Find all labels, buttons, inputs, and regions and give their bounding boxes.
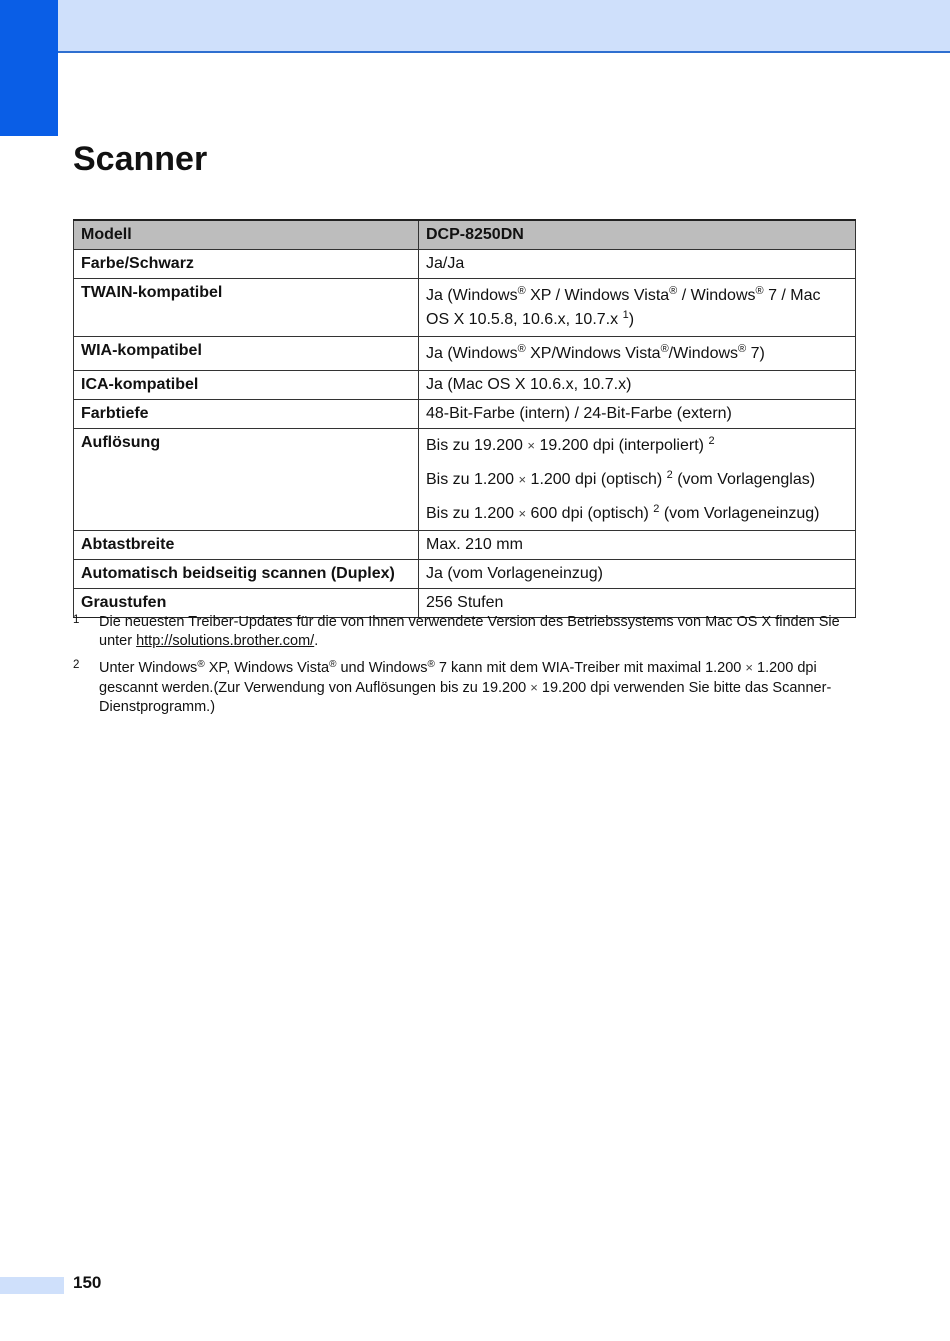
table-row [74,560,856,589]
row-value [419,429,856,531]
table-row [74,337,856,371]
table-row [74,371,856,400]
footnote-number: 2 [73,659,80,671]
row-value: Ja (Mac OS X 10.6.x, 10.7.x) [419,371,856,400]
row-key: Auflösung [74,429,419,531]
row-key: Graustufen [74,589,419,618]
table-row [74,531,856,560]
row-key: Farbtiefe [74,400,419,429]
row-value [419,279,856,337]
row-key: ICA-kompatibel [74,371,419,400]
twain-value: Ja (Windows® XP / Windows Vista® / Windows® 7 / Mac OS X 10.5.8, 10.6.x, 10.7.x $^1$) [426,285,821,328]
footnote [73,658,858,717]
table-row [74,429,856,531]
row-value: Max. 210 mm [419,531,856,560]
chapter-tab [0,0,58,136]
page-number: 150 [73,1273,102,1292]
resolution-interpolated: Bis zu 19.200 × 19.200 dpi (interpoliert) $^2$ [426,435,715,454]
row-value [419,337,856,371]
table-row [74,400,856,429]
page-title: Scanner [73,140,208,178]
header-value: DCP-8250DN [419,220,856,250]
wia-value: Ja (Windows® XP/Windows Vista®/Windows® 7) [426,343,765,362]
table-row [74,279,856,337]
header-band [0,0,950,53]
footnote-number: 1 [73,614,80,626]
resolution-adf: Bis zu 1.200 × 600 dpi (optisch) $^2$ (vom Vorlageneinzug) [426,503,820,522]
resolution-glass: Bis zu 1.200 × 1.200 dpi (optisch) $^2$ (vom Vorlagenglas) [426,469,816,488]
row-key: WIA-kompatibel [74,337,419,371]
support-link[interactable]: http://solutions.brother.com/ [136,633,315,649]
row-key: Automatisch beidseitig scannen (Duplex) [74,560,419,589]
row-value: Ja (vom Vorlageneinzug) [419,560,856,589]
row-key: Farbe/Schwarz [74,250,419,279]
row-value: 48-Bit-Farbe (intern) / 24-Bit-Farbe (extern) [419,400,856,429]
footnote-text: Die neuesten Treiber-Updates für die von Ihnen verwendete Version des Betriebssystems von Mac OS X finden Sie unter http://solutions.brother.com/. [99,614,840,649]
row-key: TWAIN-kompatibel [74,279,419,337]
row-value: Ja/Ja [419,250,856,279]
table-header-row [74,220,856,250]
row-key: Abtastbreite [74,531,419,560]
spec-table [73,219,856,618]
header-key: Modell [74,220,419,250]
row-value: 256 Stufen [419,589,856,618]
footnote [73,613,858,651]
table-row [74,250,856,279]
footer-band [0,1277,64,1294]
footnote-text: Unter Windows® XP, Windows Vista® und Windows® 7 kann mit dem WIA-Treiber mit maximal 1.200 × 1.200 dpi gescannt werden.(Zur Verwendung von Auflösungen bis zu 19.200 × 19.200 dpi verwenden Sie bitte das Scanner-Dienstprogramm.) [99,659,832,715]
footnotes [73,613,858,724]
